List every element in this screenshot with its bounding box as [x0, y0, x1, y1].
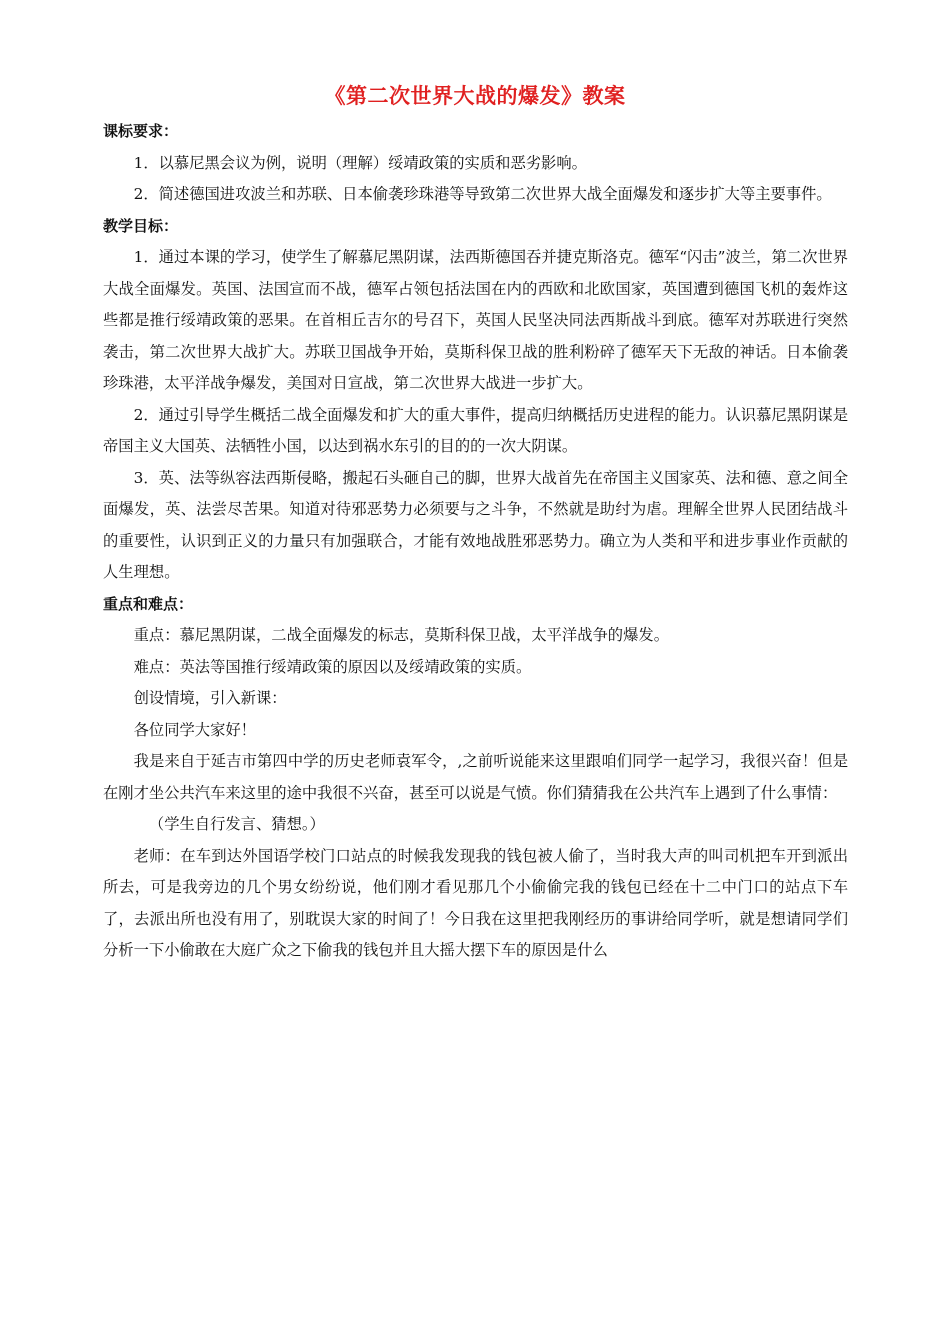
objectives-item-2: 2．通过引导学生概括二战全面爆发和扩大的重大事件，提高归纳概括历史进程的能力。认识慕尼黑阴谋是帝国主义大国英、法牺牲小国，以达到祸水东引的目的的一次大阴谋。: [103, 405, 848, 455]
intro-story: 我是来自于延吉市第四中学的历史老师袁军令，,之前听说能来这里跟咱们同学一起学习，我很兴奋！但是在刚才坐公共汽车来这里的途中我很不兴奋，甚至可以说是气愤。你们猜猜我在公共汽车上遇到了什么事情：: [103, 752, 848, 802]
intro-students: （学生自行发言、猜想。）: [148, 815, 325, 833]
standards-item-1: 1．以慕尼黑会议为例，说明（理解）绥靖政策的实质和恶劣影响。: [133, 153, 587, 172]
key-point: 重点：慕尼黑阴谋，二战全面爆发的标志，莫斯科保卫战，太平洋战争的爆发。: [133, 626, 669, 644]
section-heading-standards: 课标要求：: [103, 122, 179, 140]
document-title: 《第二次世界大战的爆发》教案: [324, 84, 626, 108]
intro-lead: 创设情境，引入新课：: [133, 689, 287, 707]
objectives-item-3: 3．英、法等纵容法西斯侵略，搬起石头砸自己的脚，世界大战首先在帝国主义国家英、法和德、意之间全面爆发，英、法尝尽苦果。知道对待邪恶势力必须要与之斗争，不然就是助纣为虐。理解全世界人民团结战斗的重要性，认识到正义的力量只有加强联合，才能有效地战胜邪恶势力。确立为人类和平和进步事业作贡献的人生理想。: [103, 468, 848, 581]
difficult-point: 难点：英法等国推行绥靖政策的原因以及绥靖政策的实质。: [133, 657, 532, 676]
section-heading-key-points: 重点和难点：: [103, 594, 194, 613]
section-heading-objectives: 教学目标：: [103, 216, 179, 235]
objectives-item-1: 1．通过本课的学习，使学生了解慕尼黑阴谋，法西斯德国吞并捷克斯洛克。德军“闪击”波兰，第二次世界大战全面爆发。英国、法国宣而不战，德军占领包括法国在内的西欧和北欧国家，英国遭到德国飞机的轰炸这些都是推行绥靖政策的恶果。在首相丘吉尔的号召下，英国人民坚决同法西斯战斗到底。德军对苏联进行突然袭击，第二次世界大战扩大。苏联卫国战争开始，莫斯科保卫战的胜利粉碎了德军天下无敌的神话。日本偷袭珍珠港，太平洋战争爆发，美国对日宣战，第二次世界大战进一步扩大。: [103, 248, 848, 392]
document-body: [103, 116, 848, 967]
standards-item-2: 2．简述德国进攻波兰和苏联、日本偷袭珍珠港等导致第二次世界大战全面爆发和逐步扩大等主要事件。: [133, 185, 832, 203]
intro-teacher: 老师：在车到达外国语学校门口站点的时候我发现我的钱包被人偷了，当时我大声的叫司机把车开到派出所去，可是我旁边的几个男女纷纷说，他们刚才看见那几个小偷偷完我的钱包已经在十二中门口的站点下车了，去派出所也没有用了，别耽误大家的时间了！今日我在这里把我刚经历的事讲给同学听，就是想请同学们分析一下小偷敢在大庭广众之下偷我的钱包并且大摇大摆下车的原因是什么: [103, 846, 848, 959]
intro-greeting: 各位同学大家好！: [133, 720, 256, 739]
